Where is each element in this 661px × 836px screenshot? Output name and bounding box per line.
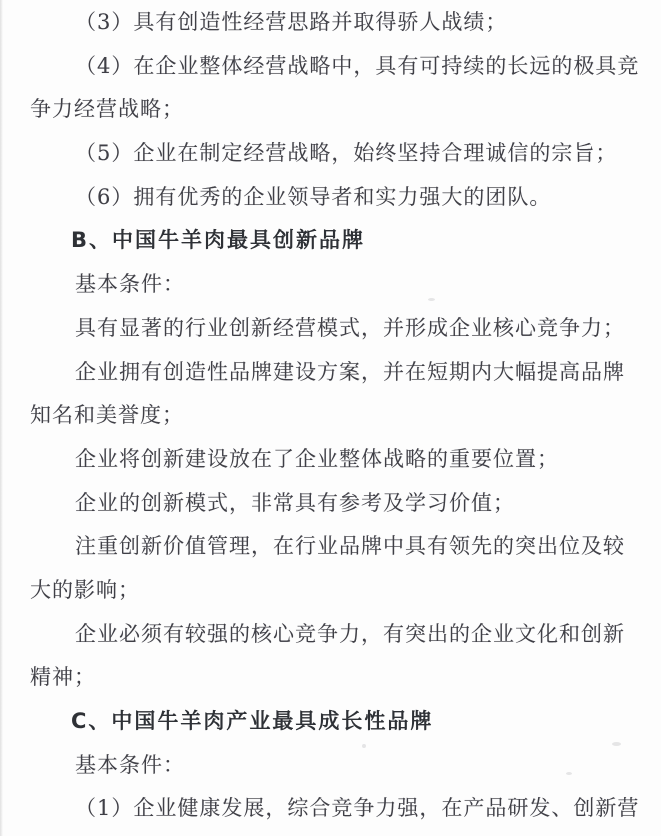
text-line: 争力经营战略； [30, 97, 184, 122]
text-line: 企业拥有创造性品牌建设方案，并在短期内大幅提高品牌 [75, 359, 625, 384]
section-b-heading: B、中国牛羊肉最具创新品牌 [71, 228, 366, 253]
text-line: 企业必须有较强的核心竞争力，有突出的企业文化和创新 [75, 621, 625, 646]
text-line: （5）企业在制定经营战略，始终坚持合理诚信的宗旨； [75, 141, 618, 166]
text-line: 知名和美誉度； [30, 403, 184, 428]
text-line: （1）企业健康发展，综合竞争力强，在产品研发、创新营 [75, 796, 640, 821]
document-text-block [0, 1, 661, 831]
text-line: 企业将创新建设放在了企业整体战略的重要位置； [75, 446, 559, 471]
text-line: （3）具有创造性经营思路并取得骄人战绩； [75, 10, 508, 34]
text-line: （4）在企业整体经营战略中，具有可持续的长远的极具竞 [75, 53, 640, 78]
text-line: 具有显著的行业创新经营模式，并形成企业核心竞争力； [75, 315, 625, 340]
text-line: 精神； [30, 665, 96, 690]
text-line: 基本条件： [75, 752, 185, 777]
text-line: 注重创新价值管理，在行业品牌中具有领先的突出位及较 [75, 534, 625, 559]
text-line: （6）拥有优秀的企业领导者和实力强大的团队。 [75, 184, 552, 209]
text-line: 企业的创新模式，非常具有参考及学习价值； [75, 490, 515, 515]
text-line: 大的影响； [30, 577, 140, 602]
text-line: 基本条件： [75, 272, 185, 297]
section-c-heading: C、中国牛羊肉产业最具成长性品牌 [71, 709, 434, 733]
